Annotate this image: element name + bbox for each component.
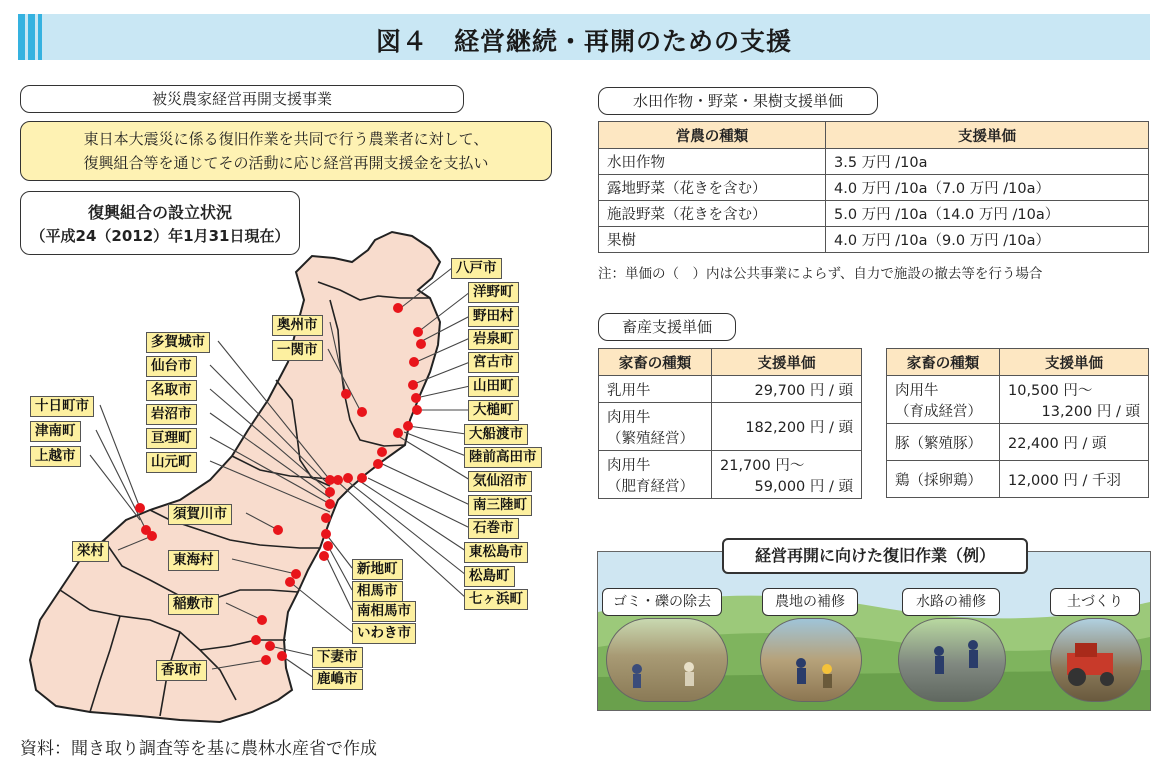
debris-removal-photo <box>606 618 728 702</box>
cell-line: 10,500 円〜 <box>1008 382 1093 399</box>
cell-line: （育成経営） <box>895 403 982 420</box>
map-label-kesennuma: 気仙沼市 <box>468 471 532 492</box>
map-label-yamada: 山田町 <box>468 376 519 397</box>
map-label-tokamachi: 十日町市 <box>30 396 94 417</box>
table-row <box>599 201 1149 227</box>
table-cell: 4.0 万円 /10a（7.0 万円 /10a） <box>826 175 1149 201</box>
project-heading: 被災農家経営再開支援事業 <box>20 85 464 113</box>
map-label-tokai: 東海村 <box>168 550 219 571</box>
table-header: 支援単価 <box>826 122 1149 149</box>
table-cell: 露地野菜（花きを含む） <box>599 175 826 201</box>
map-landmass <box>30 232 440 722</box>
map-label-minamisoma: 南相馬市 <box>352 601 416 622</box>
table-cell <box>712 451 862 499</box>
table-cell: 豚（繁殖豚） <box>887 424 1000 461</box>
table-row <box>599 403 862 451</box>
map-label-ofunato: 大船渡市 <box>464 424 528 445</box>
crop-support-table <box>598 121 1149 253</box>
map-label-ichinoseki: 一関市 <box>272 340 323 361</box>
waterway-workers-icon <box>899 619 1005 701</box>
map-label-inashiki: 稲敷市 <box>168 594 219 615</box>
map-label-shichigahama: 七ヶ浜町 <box>464 589 528 610</box>
table-cell: 3.5 万円 /10a <box>826 149 1149 175</box>
map-label-matsushima: 松島町 <box>464 566 515 587</box>
map-label-oshu: 奥州市 <box>272 315 323 336</box>
table-row <box>599 376 862 403</box>
map-label-sukagawa: 須賀川市 <box>168 504 232 525</box>
map-label-ishinomaki: 石巻市 <box>468 518 519 539</box>
work-label-waterway: 水路の補修 <box>902 588 1000 616</box>
table-cell <box>599 451 712 499</box>
table-header: 営農の種類 <box>599 122 826 149</box>
table-row <box>887 376 1149 424</box>
cell-line: 59,000 円 / 頭 <box>754 478 853 495</box>
livestock-table-left <box>598 348 862 499</box>
map-label-shimotsuma: 下妻市 <box>312 647 363 668</box>
livestock-heading: 畜産支援単価 <box>598 313 736 341</box>
table-row <box>599 227 1149 253</box>
table-cell: 5.0 万円 /10a（14.0 万円 /10a） <box>826 201 1149 227</box>
debris-workers-icon <box>607 619 727 701</box>
map-label-kashima: 鹿嶋市 <box>312 669 363 690</box>
map-label-watari: 亘理町 <box>146 428 197 449</box>
farmland-repair-photo <box>760 618 862 702</box>
map-label-natori: 名取市 <box>146 380 197 401</box>
map-label-sakae: 栄村 <box>72 541 109 562</box>
table-row <box>599 149 1149 175</box>
table-cell: 182,200 円 / 頭 <box>712 403 862 451</box>
map-label-otsuchi: 大槌町 <box>468 400 519 421</box>
table-header: 家畜の種類 <box>887 349 1000 376</box>
description-line: 東日本大震災に係る復旧作業を共同で行う農業者に対して、 <box>83 130 489 148</box>
table-row <box>599 175 1149 201</box>
page-title: 図４ 経営継続・再開のための支援 <box>375 27 792 56</box>
crop-table-heading: 水田作物・野菜・果樹支援単価 <box>598 87 878 115</box>
waterway-repair-photo <box>898 618 1006 702</box>
map-label-soma: 相馬市 <box>352 581 403 602</box>
soil-preparation-photo <box>1050 618 1142 702</box>
livestock-table-right <box>886 348 1149 498</box>
cell-line: （繁殖経営） <box>607 430 694 447</box>
farmland-workers-icon <box>761 619 861 701</box>
cell-line: 肉用牛 <box>607 409 651 426</box>
map-label-sendai: 仙台市 <box>146 356 197 377</box>
table-cell: 29,700 円 / 頭 <box>712 376 862 403</box>
map-label-katori: 香取市 <box>156 660 207 681</box>
map-label-tsunan: 津南町 <box>30 421 81 442</box>
table-row <box>887 424 1149 461</box>
map-label-hirono: 洋野町 <box>468 282 519 303</box>
table-cell: 果樹 <box>599 227 826 253</box>
table-cell: 水田作物 <box>599 149 826 175</box>
map-label-hachinohe: 八戸市 <box>451 258 502 279</box>
table-cell <box>887 376 1000 424</box>
map-label-tagajo: 多賀城市 <box>146 332 210 353</box>
map-label-shinchi: 新地町 <box>352 559 403 580</box>
map-label-noda: 野田村 <box>468 306 519 327</box>
tractor-icon <box>1051 619 1141 701</box>
table-cell: 12,000 円 / 千羽 <box>1000 461 1149 498</box>
crop-table-note: 注：単価の（ ）内は公共事業によらず、自力で施設の撤去等を行う場合 <box>598 266 1043 282</box>
map-label-higashimatsushima: 東松島市 <box>464 542 528 563</box>
source-note: 資料：聞き取り調査等を基に農林水産省で作成 <box>20 739 377 759</box>
table-header: 家畜の種類 <box>599 349 712 376</box>
table-header: 支援単価 <box>712 349 862 376</box>
table-cell: 施設野菜（花きを含む） <box>599 201 826 227</box>
map-label-iwaizumi: 岩泉町 <box>468 329 519 350</box>
map-caption-date: （平成24（2012）年1月31日現在） <box>30 227 290 245</box>
work-label-soil: 土づくり <box>1050 588 1140 616</box>
description-line: 復興組合等を通じてその活動に応じ経営再開支援金を支払い <box>83 154 489 172</box>
map-label-joetsu: 上越市 <box>30 446 81 467</box>
cell-line: 21,700 円〜 <box>720 457 805 474</box>
map-label-iwaki: いわき市 <box>352 623 416 644</box>
table-header: 支援単価 <box>1000 349 1149 376</box>
cell-line: 13,200 円 / 頭 <box>1041 403 1140 420</box>
work-label-debris: ゴミ・礫の除去 <box>602 588 722 616</box>
map-label-minamisanriku: 南三陸町 <box>468 495 532 516</box>
table-cell: 鶏（採卵鶏） <box>887 461 1000 498</box>
cell-line: （肥育経営） <box>607 478 694 495</box>
table-row <box>887 461 1149 498</box>
cell-line: 肉用牛 <box>607 457 651 474</box>
table-cell <box>599 403 712 451</box>
cell-line: 肉用牛 <box>895 382 939 399</box>
table-cell <box>1000 376 1149 424</box>
map-label-miyako: 宮古市 <box>468 352 519 373</box>
map-label-yamamoto: 山元町 <box>146 452 197 473</box>
work-label-farmland: 農地の補修 <box>762 588 858 616</box>
table-row <box>599 451 862 499</box>
table-cell: 乳用牛 <box>599 376 712 403</box>
map-label-rikuzentakata: 陸前高田市 <box>464 447 542 468</box>
map-label-iwanuma: 岩沼市 <box>146 404 197 425</box>
recovery-work-title: 経営再開に向けた復旧作業（例） <box>722 538 1028 574</box>
table-cell: 22,400 円 / 頭 <box>1000 424 1149 461</box>
map-caption-title: 復興組合の設立状況 <box>87 203 232 222</box>
table-cell: 4.0 万円 /10a（9.0 万円 /10a） <box>826 227 1149 253</box>
